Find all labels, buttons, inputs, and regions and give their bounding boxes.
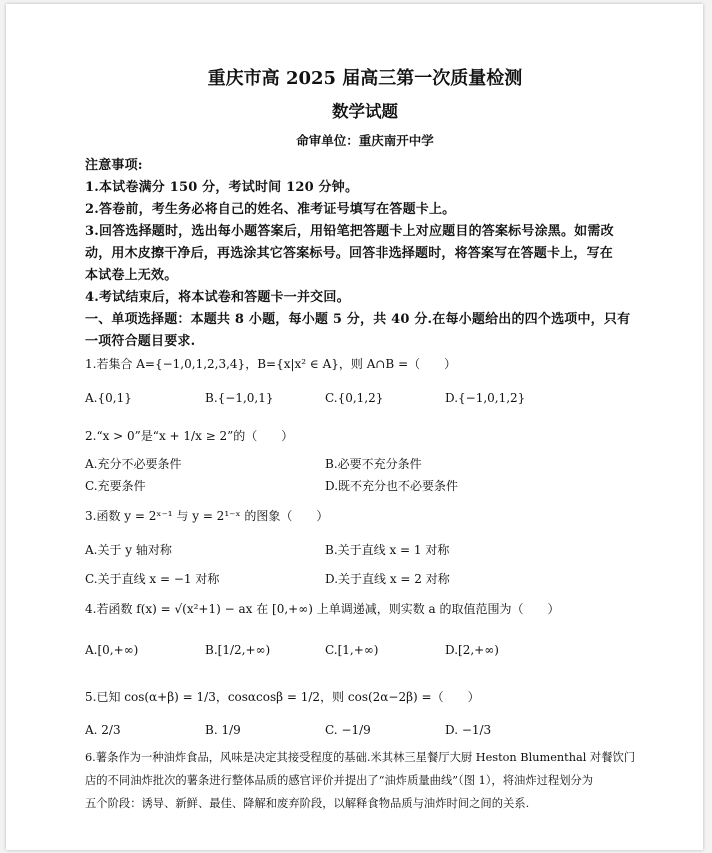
question-1-option-b: B.{−1,0,1}: [205, 391, 274, 405]
question-3-option-b: B.关于直线 x = 1 对称: [325, 543, 450, 557]
exam-title: 重庆市高 2025 届高三第一次质量检测: [207, 68, 523, 89]
question-2-option-a: A.充分不必要条件: [85, 457, 182, 471]
question-4-option-b: B.[1/2,+∞): [205, 643, 271, 657]
question-2-option-b: B.必要不充分条件: [325, 457, 422, 471]
question-5-option-a: A. 2/3: [85, 723, 121, 737]
question-4-option-d: D.[2,+∞): [445, 643, 499, 657]
document-page: [6, 4, 703, 850]
question-5-stem: 5.已知 cos(α+β) = 1/3，cosαcosβ = 1/2，则 cos(2α−2β) =（ ）: [85, 690, 480, 704]
question-2-stem: 2.“x > 0”是“x + 1/x ≥ 2”的（ ）: [85, 429, 294, 443]
question-6-line: 五个阶段：诱导、新鲜、最佳、降解和废弃阶段，以解释食物品质与油炸时间之间的关系.: [85, 797, 530, 810]
question-4-option-a: A.[0,+∞): [85, 643, 139, 657]
question-3-stem: 3.函数 y = 2ˣ⁻¹ 与 y = 2¹⁻ˣ 的图象（ ）: [85, 509, 329, 523]
section-heading: 一、单项选择题：本题共 8 小题，每小题 5 分，共 40 分.在每小题给出的四个选项中，只有: [85, 312, 631, 327]
question-2-option-c: C.充要条件: [85, 479, 146, 493]
exam-unit: 命审单位：重庆南开中学: [296, 133, 434, 148]
notes-heading: 注意事项:: [85, 158, 143, 173]
question-1-option-d: D.{−1,0,1,2}: [445, 391, 526, 405]
question-1-option-a: A.{0,1}: [85, 391, 132, 405]
question-1-option-c: C.{0,1,2}: [325, 391, 384, 405]
question-5-option-c: C. −1/9: [325, 723, 371, 737]
question-4-option-c: C.[1,+∞): [325, 643, 379, 657]
question-5-option-d: D. −1/3: [445, 723, 492, 737]
question-6-line: 店的不同油炸批次的薯条进行整体品质的感官评价并提出了“油炸质量曲线”（图 1），将油炸过程划分为: [85, 774, 594, 787]
note-line: 动，用木皮擦干净后，再选涂其它答案标号。回答非选择题时，将答案写在答题卡上，写在: [85, 246, 614, 261]
exam-subtitle: 数学试题: [332, 102, 398, 121]
note-line: 1.本试卷满分 150 分，考试时间 120 分钟。: [85, 180, 359, 195]
section-heading-cont: 一项符合题目要求.: [85, 334, 196, 349]
note-line: 2.答卷前，考生务必将自己的姓名、准考证号填写在答题卡上。: [85, 202, 456, 217]
question-3-option-c: C.关于直线 x = −1 对称: [85, 572, 220, 586]
question-3-option-a: A.关于 y 轴对称: [85, 543, 172, 557]
question-4-stem: 4.若函数 f(x) = √(x²+1) − ax 在 [0,+∞) 上单调递减，则实数 a 的取值范围为（ ）: [85, 602, 560, 616]
note-line: 本试卷上无效。: [85, 268, 178, 283]
note-line: 3.回答选择题时，选出每小题答案后，用铅笔把答题卡上对应题目的答案标号涂黑。如需改: [85, 224, 614, 239]
question-6-line: 6.薯条作为一种油炸食品，风味是决定其接受程度的基础.米其林三星餐厅大厨 Heston Blumenthal 对餐饮门: [85, 751, 636, 764]
question-1-stem: 1.若集合 A={−1,0,1,2,3,4}，B={x|x² ∈ A}，则 A∩B =（ ）: [85, 357, 457, 371]
question-5-option-b: B. 1/9: [205, 723, 241, 737]
note-line: 4.考试结束后，将本试卷和答题卡一并交回。: [85, 290, 350, 305]
question-3-option-d: D.关于直线 x = 2 对称: [325, 572, 450, 586]
question-2-option-d: D.既不充分也不必要条件: [325, 479, 459, 493]
